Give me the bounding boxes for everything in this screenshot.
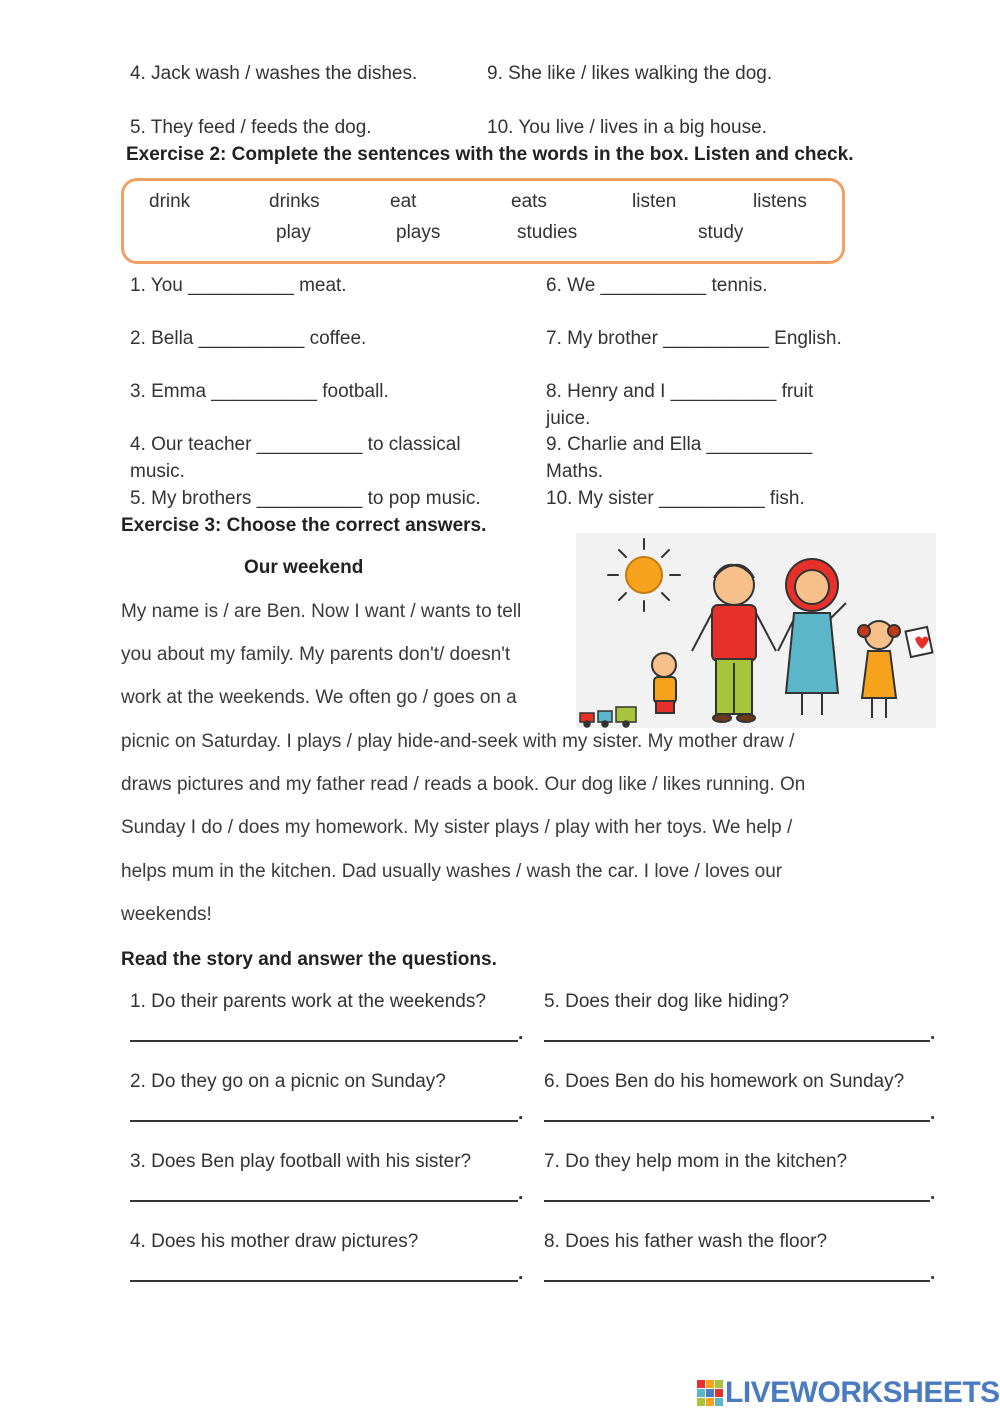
answer-period-2: . — [518, 1103, 524, 1124]
ex2-sentence-10: 10. My sister __________ fish. — [546, 488, 805, 509]
story-line-8: weekends! — [121, 904, 212, 925]
word-study: study — [698, 222, 744, 243]
word-eats: eats — [511, 191, 547, 212]
word-listen: listen — [632, 191, 677, 212]
ex2-sentence-9-cont: Maths. — [546, 461, 604, 482]
exercise2-title: Exercise 2: Complete the sentences with the words in the box. Listen and check. — [126, 144, 854, 165]
word-listens: listens — [753, 191, 807, 212]
ex2-sentence-6: 6. We __________ tennis. — [546, 275, 768, 296]
word-eat: eat — [390, 191, 417, 212]
answer-line-5[interactable] — [544, 1014, 930, 1042]
logo-mark-icon — [697, 1380, 723, 1406]
story-line-1: My name is / are Ben. Now I want / wants to tell — [121, 601, 522, 622]
boy-drawing — [652, 653, 676, 713]
ex1-item-4: 4. Jack wash / washes the dishes. — [130, 63, 418, 84]
answer-line-7[interactable] — [544, 1174, 930, 1202]
answer-period-4: . — [518, 1263, 524, 1284]
question-4: 4. Does his mother draw pictures? — [130, 1231, 419, 1252]
word-studies: studies — [517, 222, 578, 243]
ex2-sentence-2: 2. Bella __________ coffee. — [130, 328, 367, 349]
ex2-sentence-4-cont: music. — [130, 461, 185, 482]
answer-line-4[interactable] — [130, 1254, 518, 1282]
sun-drawing — [608, 539, 680, 611]
word-play: play — [276, 222, 311, 243]
ex2-sentence-4: 4. Our teacher __________ to classical — [130, 434, 461, 455]
answer-line-1[interactable] — [130, 1014, 518, 1042]
ex2-sentence-9: 9. Charlie and Ella __________ — [546, 434, 813, 455]
ex2-sentence-8: 8. Henry and I __________ fruit — [546, 381, 814, 402]
answer-period-3: . — [518, 1183, 524, 1204]
answer-period-8: . — [930, 1263, 936, 1284]
word-plays: plays — [396, 222, 441, 243]
story-line-3: work at the weekends. We often go / goes on a — [121, 687, 517, 708]
answer-line-6[interactable] — [544, 1094, 930, 1122]
ex2-sentence-5: 5. My brothers __________ to pop music. — [130, 488, 481, 509]
logo-text: LIVEWORKSHEETS — [725, 1376, 1000, 1409]
question-2: 2. Do they go on a picnic on Sunday? — [130, 1071, 446, 1092]
word-drinks: drinks — [269, 191, 320, 212]
answer-line-2[interactable] — [130, 1094, 518, 1122]
ex1-item-10: 10. You live / lives in a big house. — [487, 117, 767, 138]
answer-period-6: . — [930, 1103, 936, 1124]
ex2-sentence-1: 1. You __________ meat. — [130, 275, 347, 296]
answer-period-1: . — [518, 1023, 524, 1044]
story-line-4: picnic on Saturday. I plays / play hide-and-seek with my sister. My mother draw / — [121, 731, 795, 752]
ex2-sentence-3: 3. Emma __________ football. — [130, 381, 389, 402]
question-8: 8. Does his father wash the floor? — [544, 1231, 828, 1252]
answer-line-8[interactable] — [544, 1254, 930, 1282]
question-6: 6. Does Ben do his homework on Sunday? — [544, 1071, 905, 1092]
ex1-item-5: 5. They feed / feeds the dog. — [130, 117, 372, 138]
story-line-6: Sunday I do / does my homework. My sister plays / play with her toys. We help / — [121, 817, 793, 838]
question-5: 5. Does their dog like hiding? — [544, 991, 790, 1012]
question-7: 7. Do they help mom in the kitchen? — [544, 1151, 848, 1172]
story-line-2: you about my family. My parents don't/ doesn't — [121, 644, 511, 665]
family-illustration — [576, 533, 936, 728]
word-drink: drink — [149, 191, 191, 212]
exercise3-title: Exercise 3: Choose the correct answers. — [121, 515, 487, 536]
ex1-item-9: 9. She like / likes walking the dog. — [487, 63, 773, 84]
questions-title: Read the story and answer the questions. — [121, 949, 497, 970]
story-line-7: helps mum in the kitchen. Dad usually washes / wash the car. I love / loves our — [121, 861, 783, 882]
story-line-5: draws pictures and my father read / reads a book. Our dog like / likes running. On — [121, 774, 806, 795]
question-3: 3. Does Ben play football with his sister? — [130, 1151, 472, 1172]
story-title: Our weekend — [244, 557, 364, 578]
answer-period-7: . — [930, 1183, 936, 1204]
ex2-sentence-8-cont: juice. — [546, 408, 591, 429]
answer-period-5: . — [930, 1023, 936, 1044]
answer-line-3[interactable] — [130, 1174, 518, 1202]
question-1: 1. Do their parents work at the weekends? — [130, 991, 486, 1012]
ex2-sentence-7: 7. My brother __________ English. — [546, 328, 842, 349]
